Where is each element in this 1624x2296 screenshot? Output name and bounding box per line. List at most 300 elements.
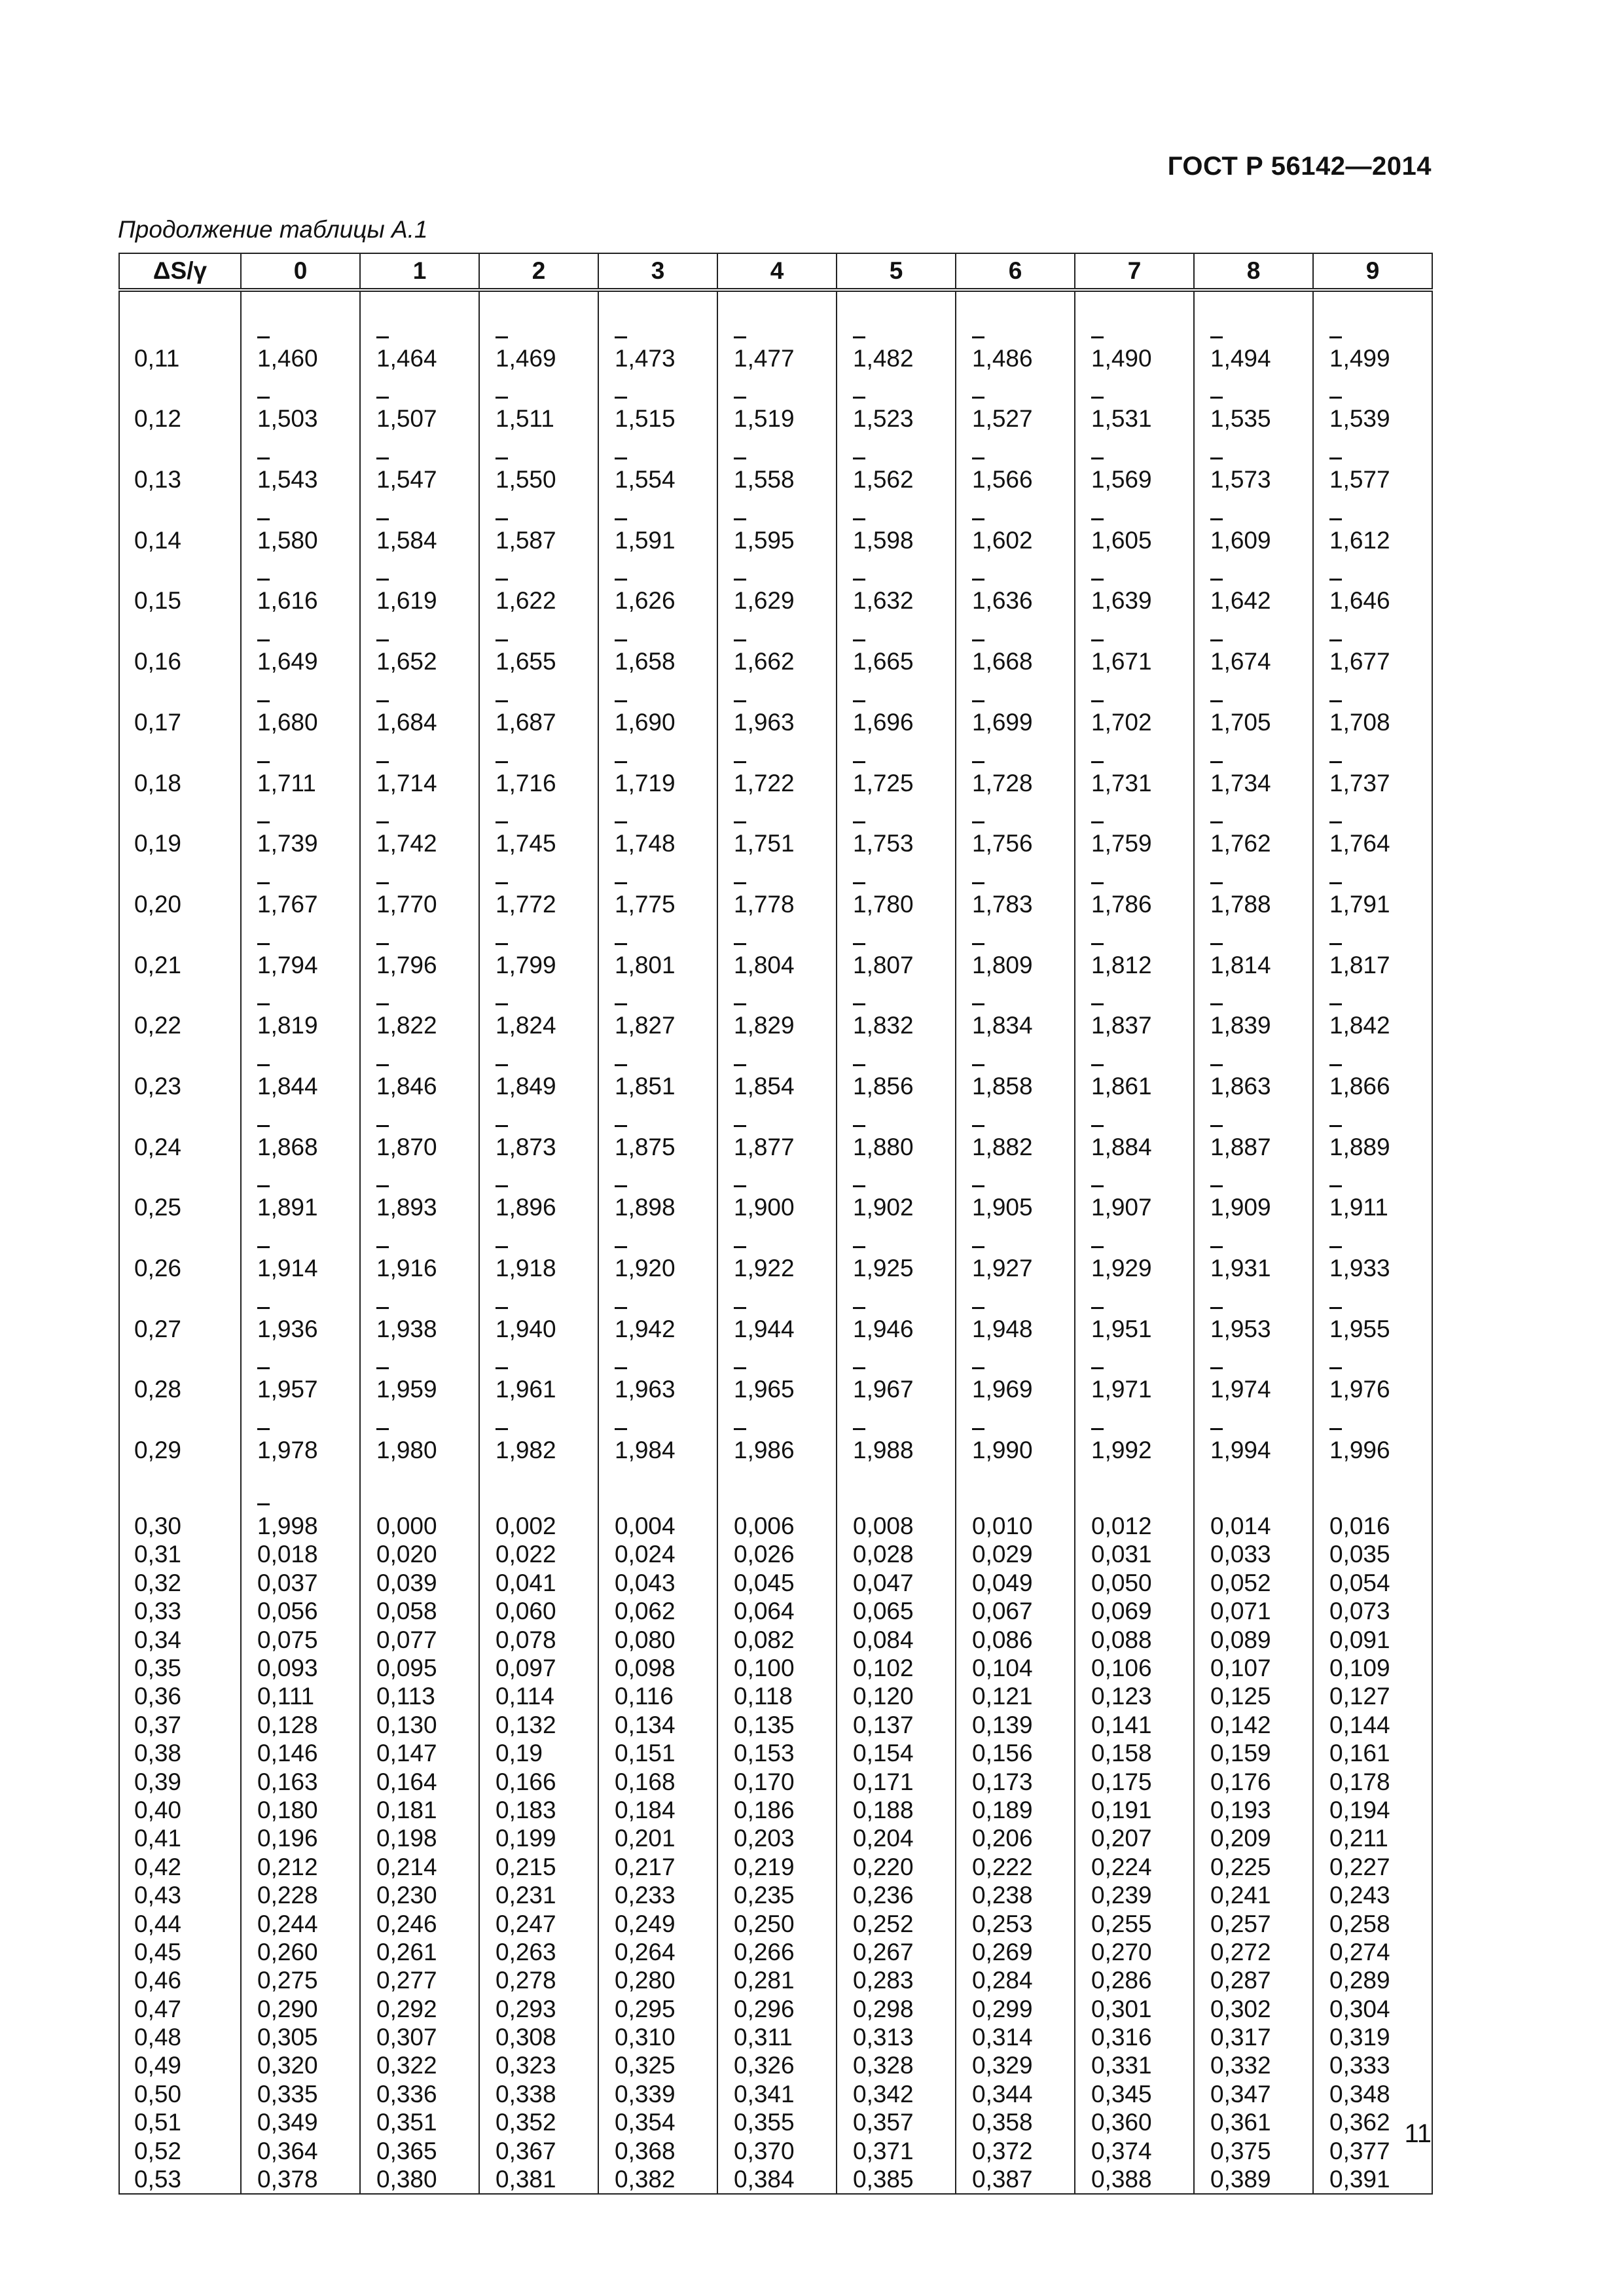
value-remainder: ,920	[628, 1255, 676, 1282]
value-cell: 0,130	[360, 1710, 479, 1738]
overlined-digit: 1	[257, 708, 271, 736]
value-cell	[360, 376, 479, 437]
value-cell	[1313, 861, 1432, 922]
value-remainder: ,486	[985, 344, 1033, 372]
value-cell	[1194, 376, 1313, 437]
value-cell: 0,382	[598, 2165, 717, 2194]
value-cell: 0,146	[241, 1739, 360, 1767]
overlined-digit: 1	[1091, 1072, 1105, 1100]
overlined-digit: 1	[972, 587, 986, 615]
value-remainder: ,891	[270, 1194, 318, 1221]
value-cell	[1194, 1104, 1313, 1165]
value-cell: 0,335	[241, 2079, 360, 2108]
overlined-digit: 1	[1329, 951, 1343, 978]
value-cell	[598, 1104, 717, 1165]
table-row	[119, 1710, 1432, 1738]
value-cell	[1075, 437, 1194, 497]
overlined-digit: 1	[734, 890, 748, 918]
overlined-digit: 1	[1091, 1255, 1105, 1282]
value-cell	[956, 801, 1075, 862]
value-remainder: ,809	[985, 951, 1033, 978]
value-remainder: ,554	[628, 466, 676, 493]
value-cell: 0,372	[956, 2136, 1075, 2164]
value-cell: 0,301	[1075, 1994, 1194, 2022]
value-cell: 0,052	[1194, 1568, 1313, 1596]
value-cell	[1075, 861, 1194, 922]
value-remainder: ,652	[389, 648, 437, 675]
overlined-digit: 1	[615, 1133, 628, 1160]
overlined-digit: 1	[1091, 1376, 1105, 1403]
value-cell: 0,188	[837, 1796, 956, 1824]
overlined-digit: 1	[1210, 830, 1224, 857]
value-remainder: ,905	[985, 1194, 1033, 1221]
row-label: 0,52	[119, 2136, 241, 2164]
value-remainder: ,687	[509, 708, 556, 736]
header-cell: 9	[1313, 253, 1432, 290]
value-cell	[837, 1225, 956, 1286]
value-cell: 0,362	[1313, 2108, 1432, 2136]
value-cell	[717, 1043, 837, 1104]
value-cell: 0,000	[360, 1468, 479, 1540]
value-cell	[956, 861, 1075, 922]
value-remainder: ,900	[747, 1194, 795, 1221]
overlined-digit: 1	[853, 1133, 867, 1160]
overlined-digit: 1	[1329, 708, 1343, 736]
value-remainder: ,938	[389, 1315, 437, 1342]
row-label: 0,16	[119, 619, 241, 679]
value-cell: 0,168	[598, 1767, 717, 1795]
table-row	[119, 1286, 1432, 1347]
value-cell: 0,142	[1194, 1710, 1313, 1738]
value-remainder: ,684	[389, 708, 437, 736]
value-remainder: ,837	[1104, 1012, 1152, 1039]
value-remainder: ,870	[389, 1133, 437, 1160]
overlined-digit: 1	[257, 769, 271, 797]
overlined-digit: 1	[1210, 1194, 1224, 1221]
overlined-digit: 1	[1210, 890, 1224, 918]
value-cell: 0,332	[1194, 2051, 1313, 2079]
value-remainder: ,519	[747, 405, 795, 433]
row-label: 0,25	[119, 1165, 241, 1226]
value-cell	[837, 1043, 956, 1104]
value-cell: 0,342	[837, 2079, 956, 2108]
overlined-digit: 1	[615, 1315, 628, 1342]
value-remainder: ,931	[1223, 1255, 1271, 1282]
value-remainder: ,929	[1104, 1255, 1152, 1282]
overlined-digit: 1	[257, 526, 271, 554]
value-cell: 0,178	[1313, 1767, 1432, 1795]
value-cell: 0,163	[241, 1767, 360, 1795]
value-cell: 0,128	[241, 1710, 360, 1738]
value-cell: 0,331	[1075, 2051, 1194, 2079]
value-cell	[360, 1165, 479, 1226]
value-cell	[360, 1347, 479, 1408]
value-cell: 0,041	[479, 1568, 598, 1596]
table-row	[119, 2165, 1432, 2194]
value-remainder: ,460	[270, 344, 318, 372]
row-label: 0,19	[119, 801, 241, 862]
overlined-digit: 1	[1329, 648, 1343, 675]
value-cell: 0,211	[1313, 1824, 1432, 1852]
overlined-digit: 1	[734, 587, 748, 615]
value-cell	[360, 983, 479, 1044]
overlined-digit: 1	[257, 1315, 271, 1342]
value-cell: 0,349	[241, 2108, 360, 2136]
overlined-digit: 1	[376, 1133, 390, 1160]
value-cell: 0,121	[956, 1682, 1075, 1710]
value-cell: 0,151	[598, 1739, 717, 1767]
overlined-digit: 1	[734, 466, 748, 493]
value-cell: 0,028	[837, 1540, 956, 1568]
value-cell	[837, 861, 956, 922]
value-cell	[479, 1043, 598, 1104]
value-remainder: ,562	[866, 466, 914, 493]
value-cell: 0,319	[1313, 2023, 1432, 2051]
value-remainder: ,772	[509, 890, 556, 918]
value-cell	[1194, 1165, 1313, 1226]
table-row	[119, 801, 1432, 862]
value-cell	[956, 1165, 1075, 1226]
table-row	[119, 1468, 1432, 1540]
value-cell: 0,272	[1194, 1938, 1313, 1966]
value-remainder: ,539	[1343, 405, 1390, 433]
value-remainder: ,728	[985, 769, 1033, 797]
value-cell: 0,073	[1313, 1597, 1432, 1625]
value-cell	[241, 437, 360, 497]
value-remainder: ,925	[866, 1255, 914, 1282]
table-row	[119, 2051, 1432, 2079]
value-cell	[1075, 1104, 1194, 1165]
value-cell	[1194, 558, 1313, 619]
overlined-digit: 1	[1210, 1012, 1224, 1039]
value-remainder: ,965	[747, 1376, 795, 1403]
value-cell	[1075, 497, 1194, 558]
value-cell: 0,299	[956, 1994, 1075, 2022]
table-row	[119, 1540, 1432, 1568]
value-cell: 0,367	[479, 2136, 598, 2164]
value-cell: 0,065	[837, 1597, 956, 1625]
value-cell: 0,347	[1194, 2079, 1313, 2108]
value-cell	[1194, 1225, 1313, 1286]
value-cell	[956, 679, 1075, 740]
value-cell	[241, 1104, 360, 1165]
overlined-digit: 1	[496, 890, 509, 918]
value-cell: 0,058	[360, 1597, 479, 1625]
table-row	[119, 619, 1432, 679]
overlined-digit: 1	[257, 587, 271, 615]
value-cell: 0,290	[241, 1994, 360, 2022]
value-remainder: ,751	[747, 830, 795, 857]
value-cell: 0,284	[956, 1966, 1075, 1994]
value-cell	[598, 497, 717, 558]
value-cell: 0,388	[1075, 2165, 1194, 2194]
value-remainder: ,584	[389, 526, 437, 554]
value-cell: 0,247	[479, 1909, 598, 1937]
table-row	[119, 1625, 1432, 1653]
value-cell	[241, 861, 360, 922]
value-remainder: ,671	[1104, 648, 1152, 675]
value-cell	[956, 315, 1075, 376]
value-cell	[956, 497, 1075, 558]
value-cell: 0,175	[1075, 1767, 1194, 1795]
value-remainder: ,677	[1343, 648, 1390, 675]
value-cell	[241, 1347, 360, 1408]
table-row	[119, 1043, 1432, 1104]
value-remainder: ,731	[1104, 769, 1152, 797]
overlined-digit: 1	[853, 405, 867, 433]
value-cell: 0,264	[598, 1938, 717, 1966]
table-row	[119, 558, 1432, 619]
value-cell: 0,217	[598, 1852, 717, 1880]
value-cell: 0,199	[479, 1824, 598, 1852]
overlined-digit: 1	[1210, 648, 1224, 675]
value-remainder: ,851	[628, 1072, 676, 1100]
overlined-digit: 1	[615, 890, 628, 918]
row-label: 0,31	[119, 1540, 241, 1568]
value-remainder: ,587	[509, 526, 556, 554]
value-cell: 0,377	[1313, 2136, 1432, 2164]
header-cell: 2	[479, 253, 598, 290]
value-cell	[1313, 1165, 1432, 1226]
value-cell: 0,235	[717, 1881, 837, 1909]
value-remainder: ,745	[509, 830, 556, 857]
overlined-digit: 1	[615, 708, 628, 736]
value-cell: 0,269	[956, 1938, 1075, 1966]
value-remainder: ,759	[1104, 830, 1152, 857]
overlined-digit: 1	[853, 951, 867, 978]
overlined-digit: 1	[496, 405, 509, 433]
overlined-digit: 1	[376, 1194, 390, 1221]
value-cell	[598, 558, 717, 619]
value-remainder: ,636	[985, 587, 1033, 615]
value-remainder: ,829	[747, 1012, 795, 1039]
value-cell: 0,371	[837, 2136, 956, 2164]
value-cell	[479, 1225, 598, 1286]
value-cell: 0,230	[360, 1881, 479, 1909]
overlined-digit: 1	[376, 1315, 390, 1342]
overlined-digit: 1	[1091, 466, 1105, 493]
value-cell	[1194, 1347, 1313, 1408]
value-cell	[598, 1286, 717, 1347]
value-cell	[360, 861, 479, 922]
value-cell: 0,180	[241, 1796, 360, 1824]
overlined-digit: 1	[1329, 344, 1343, 372]
overlined-digit: 1	[853, 1437, 867, 1464]
value-remainder: ,889	[1343, 1133, 1390, 1160]
value-cell: 0,380	[360, 2165, 479, 2194]
value-cell	[717, 1165, 837, 1226]
value-cell: 0,008	[837, 1468, 956, 1540]
value-cell: 0,098	[598, 1654, 717, 1682]
value-cell	[1313, 801, 1432, 862]
value-remainder: ,705	[1223, 708, 1271, 736]
value-remainder: ,898	[628, 1194, 676, 1221]
value-remainder: ,770	[389, 890, 437, 918]
value-remainder: ,680	[270, 708, 318, 736]
value-remainder: ,933	[1343, 1255, 1390, 1282]
row-label: 0,42	[119, 1852, 241, 1880]
value-cell: 0,375	[1194, 2136, 1313, 2164]
value-cell: 0,236	[837, 1881, 956, 1909]
value-cell	[956, 376, 1075, 437]
value-cell: 0,154	[837, 1739, 956, 1767]
value-remainder: ,863	[1223, 1072, 1271, 1100]
row-label: 0,37	[119, 1710, 241, 1738]
value-remainder: ,632	[866, 587, 914, 615]
value-cell: 0,207	[1075, 1824, 1194, 1852]
value-cell	[717, 922, 837, 983]
value-remainder: ,963	[747, 708, 795, 736]
value-cell	[1075, 1043, 1194, 1104]
row-label: 0,22	[119, 983, 241, 1044]
table-row	[119, 1767, 1432, 1795]
overlined-digit: 1	[853, 1255, 867, 1282]
overlined-digit: 1	[1329, 466, 1343, 493]
overlined-digit: 1	[1210, 526, 1224, 554]
value-cell	[360, 1225, 479, 1286]
value-cell: 0,158	[1075, 1739, 1194, 1767]
value-remainder: ,844	[270, 1072, 318, 1100]
value-remainder: ,708	[1343, 708, 1390, 736]
value-cell	[360, 1043, 479, 1104]
value-remainder: ,591	[628, 526, 676, 554]
value-cell: 0,037	[241, 1568, 360, 1596]
value-cell: 0,224	[1075, 1852, 1194, 1880]
row-label: 0,13	[119, 437, 241, 497]
overlined-digit: 1	[496, 648, 509, 675]
value-cell: 0,107	[1194, 1654, 1313, 1682]
overlined-digit: 1	[1091, 344, 1105, 372]
overlined-digit: 1	[734, 1072, 748, 1100]
row-label: 0,50	[119, 2079, 241, 2108]
overlined-digit: 1	[1091, 526, 1105, 554]
value-remainder: ,649	[270, 648, 318, 675]
overlined-digit: 1	[376, 708, 390, 736]
value-remainder: ,550	[509, 466, 556, 493]
value-cell: 0,170	[717, 1767, 837, 1795]
value-cell	[717, 315, 837, 376]
overlined-digit: 1	[257, 405, 271, 433]
value-remainder: ,655	[509, 648, 556, 675]
value-remainder: ,799	[509, 951, 556, 978]
overlined-digit: 1	[496, 587, 509, 615]
overlined-digit: 1	[257, 1012, 271, 1039]
value-cell	[479, 497, 598, 558]
overlined-digit: 1	[257, 1194, 271, 1221]
header-row	[119, 253, 1432, 290]
value-cell	[956, 1043, 1075, 1104]
overlined-digit: 1	[1091, 890, 1105, 918]
value-remainder: ,961	[509, 1376, 556, 1403]
overlined-digit: 1	[1091, 830, 1105, 857]
value-remainder: ,951	[1104, 1315, 1152, 1342]
value-cell	[1313, 1043, 1432, 1104]
value-cell: 0,387	[956, 2165, 1075, 2194]
value-cell	[837, 922, 956, 983]
value-cell: 0,084	[837, 1625, 956, 1653]
overlined-digit: 1	[1091, 769, 1105, 797]
value-cell	[1194, 679, 1313, 740]
value-cell: 0,374	[1075, 2136, 1194, 2164]
value-cell: 0,225	[1194, 1852, 1313, 1880]
value-cell: 0,378	[241, 2165, 360, 2194]
value-remainder: ,834	[985, 1012, 1033, 1039]
value-remainder: ,856	[866, 1072, 914, 1100]
value-remainder: ,812	[1104, 951, 1152, 978]
value-remainder: ,494	[1223, 344, 1271, 372]
value-cell	[1194, 1407, 1313, 1468]
value-cell	[479, 1286, 598, 1347]
value-cell: 0,286	[1075, 1966, 1194, 1994]
value-cell: 0,088	[1075, 1625, 1194, 1653]
value-cell: 0,067	[956, 1597, 1075, 1625]
value-cell	[241, 1286, 360, 1347]
value-remainder: ,992	[1104, 1437, 1152, 1464]
value-cell	[598, 1043, 717, 1104]
table-row	[119, 376, 1432, 437]
value-remainder: ,980	[389, 1437, 437, 1464]
overlined-digit: 1	[853, 769, 867, 797]
value-cell: 0,113	[360, 1682, 479, 1710]
value-cell: 0,125	[1194, 1682, 1313, 1710]
value-cell: 0,314	[956, 2023, 1075, 2051]
overlined-digit: 1	[496, 1315, 509, 1342]
overlined-digit: 1	[257, 830, 271, 857]
overlined-digit: 1	[496, 1133, 509, 1160]
overlined-digit: 1	[1210, 1072, 1224, 1100]
value-remainder: ,976	[1343, 1376, 1390, 1403]
value-cell	[360, 1286, 479, 1347]
overlined-digit: 1	[1091, 1437, 1105, 1464]
value-cell	[1075, 1165, 1194, 1226]
value-cell: 0,120	[837, 1682, 956, 1710]
table-row	[119, 1104, 1432, 1165]
value-cell: 0,263	[479, 1938, 598, 1966]
value-cell	[717, 437, 837, 497]
value-cell: 0,308	[479, 2023, 598, 2051]
value-cell	[360, 558, 479, 619]
value-remainder: ,598	[866, 526, 914, 554]
value-cell	[241, 1468, 360, 1540]
value-cell: 0,239	[1075, 1881, 1194, 1909]
value-cell: 0,024	[598, 1540, 717, 1568]
value-cell: 0,181	[360, 1796, 479, 1824]
row-label: 0,27	[119, 1286, 241, 1347]
value-cell: 0,118	[717, 1682, 837, 1710]
value-remainder: ,936	[270, 1315, 318, 1342]
overlined-digit: 1	[1210, 466, 1224, 493]
value-remainder: ,780	[866, 890, 914, 918]
table-row	[119, 2079, 1432, 2108]
value-remainder: ,887	[1223, 1133, 1271, 1160]
overlined-digit: 1	[1329, 1255, 1343, 1282]
value-cell	[1194, 497, 1313, 558]
value-cell	[1194, 1286, 1313, 1347]
overlined-digit: 1	[734, 1315, 748, 1342]
value-remainder: ,959	[389, 1376, 437, 1403]
overlined-digit: 1	[496, 951, 509, 978]
overlined-digit: 1	[615, 587, 628, 615]
value-cell	[479, 679, 598, 740]
value-cell	[241, 1043, 360, 1104]
row-label: 0,34	[119, 1625, 241, 1653]
overlined-digit: 1	[853, 466, 867, 493]
value-cell: 0,341	[717, 2079, 837, 2108]
value-cell	[837, 1165, 956, 1226]
value-cell	[717, 1407, 837, 1468]
value-cell	[837, 1347, 956, 1408]
overlined-digit: 1	[1210, 587, 1224, 615]
